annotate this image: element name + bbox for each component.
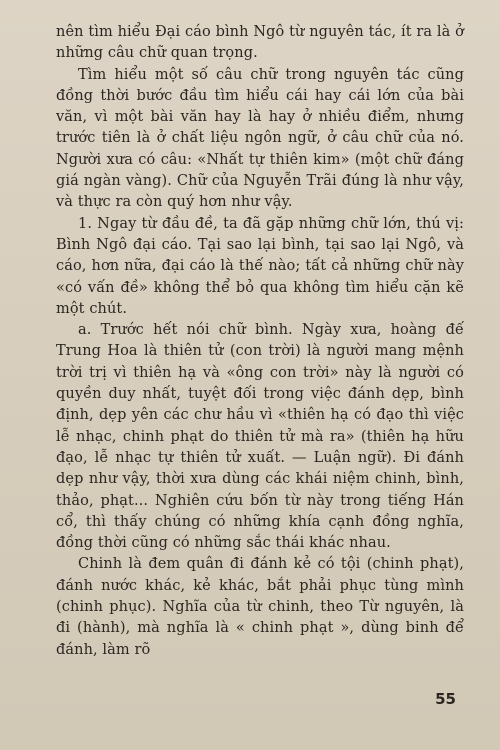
page-number: 55 bbox=[435, 690, 456, 708]
paragraph-chinh: Chinh là đem quân đi đánh kẻ có tội (chinh phạt), đánh nước khác, kẻ khác, bắt phải phục tùng mình (chinh phục). Nghĩa của từ chinh, theo Từ nguyên, là đi (hành), mà nghĩa là « chinh phạt », dùng binh để đánh, làm rõ bbox=[56, 556, 464, 658]
paragraph-section-a: a. Trước hết nói chữ bình. Ngày xưa, hoàng đế Trung Hoa là thiên tử (con trời) là người mang mệnh trời trị vì thiên hạ và «ông con trời» này là người có quyền duy nhất, tuyệt đối trong việc đánh dẹp, bình định, dẹp yên các chư hầu vì «thiên hạ có đạo thì việc lễ nhạc, chinh phạt do thiên tử mà ra» (thiên hạ hữu đạo, lễ nhạc tự thiên tử xuất. — Luận ngữ). Đi đánh dẹp như vậy, thời xưa dùng các khái niệm chinh, bình, thảo, phạt... Nghiên cứu bốn từ này trong tiếng Hán cổ, thì thấy chúng có những khía cạnh đồng nghĩa, đồng thời cũng có những sắc thái khác nhau. bbox=[56, 322, 464, 552]
paragraph-continuation: nên tìm hiểu Đại cáo bình Ngô từ nguyên tác, ít ra là ở những câu chữ quan trọng. bbox=[56, 24, 464, 62]
paragraph-section-1: 1. Ngay từ đầu đề, ta đã gặp những chữ lớn, thú vị: Bình Ngô đại cáo. Tại sao lại bình, tại sao lại Ngô, và cáo, hơn nữa, đại cáo là thế nào; tất cả những chữ này «có vấn đề» không thể bỏ qua không tìm hiểu cặn kẽ một chút. bbox=[56, 215, 464, 317]
paragraph-intro: Tìm hiểu một số câu chữ trong nguyên tác cũng đồng thời bước đầu tìm hiểu cái hay cái lớn của bài văn, vì một bài văn hay là hay ở nhiều điểm, nhưng trước tiên là ở chất liệu ngôn ngữ, ở câu chữ của nó. Người xưa có câu: «Nhất tự thiên kim» (một chữ đáng giá ngàn vàng). Chữ của Nguyễn Trãi đúng là như vậy, và thực ra còn quý hơn như vậy. bbox=[56, 66, 464, 211]
body-text bbox=[56, 22, 464, 661]
